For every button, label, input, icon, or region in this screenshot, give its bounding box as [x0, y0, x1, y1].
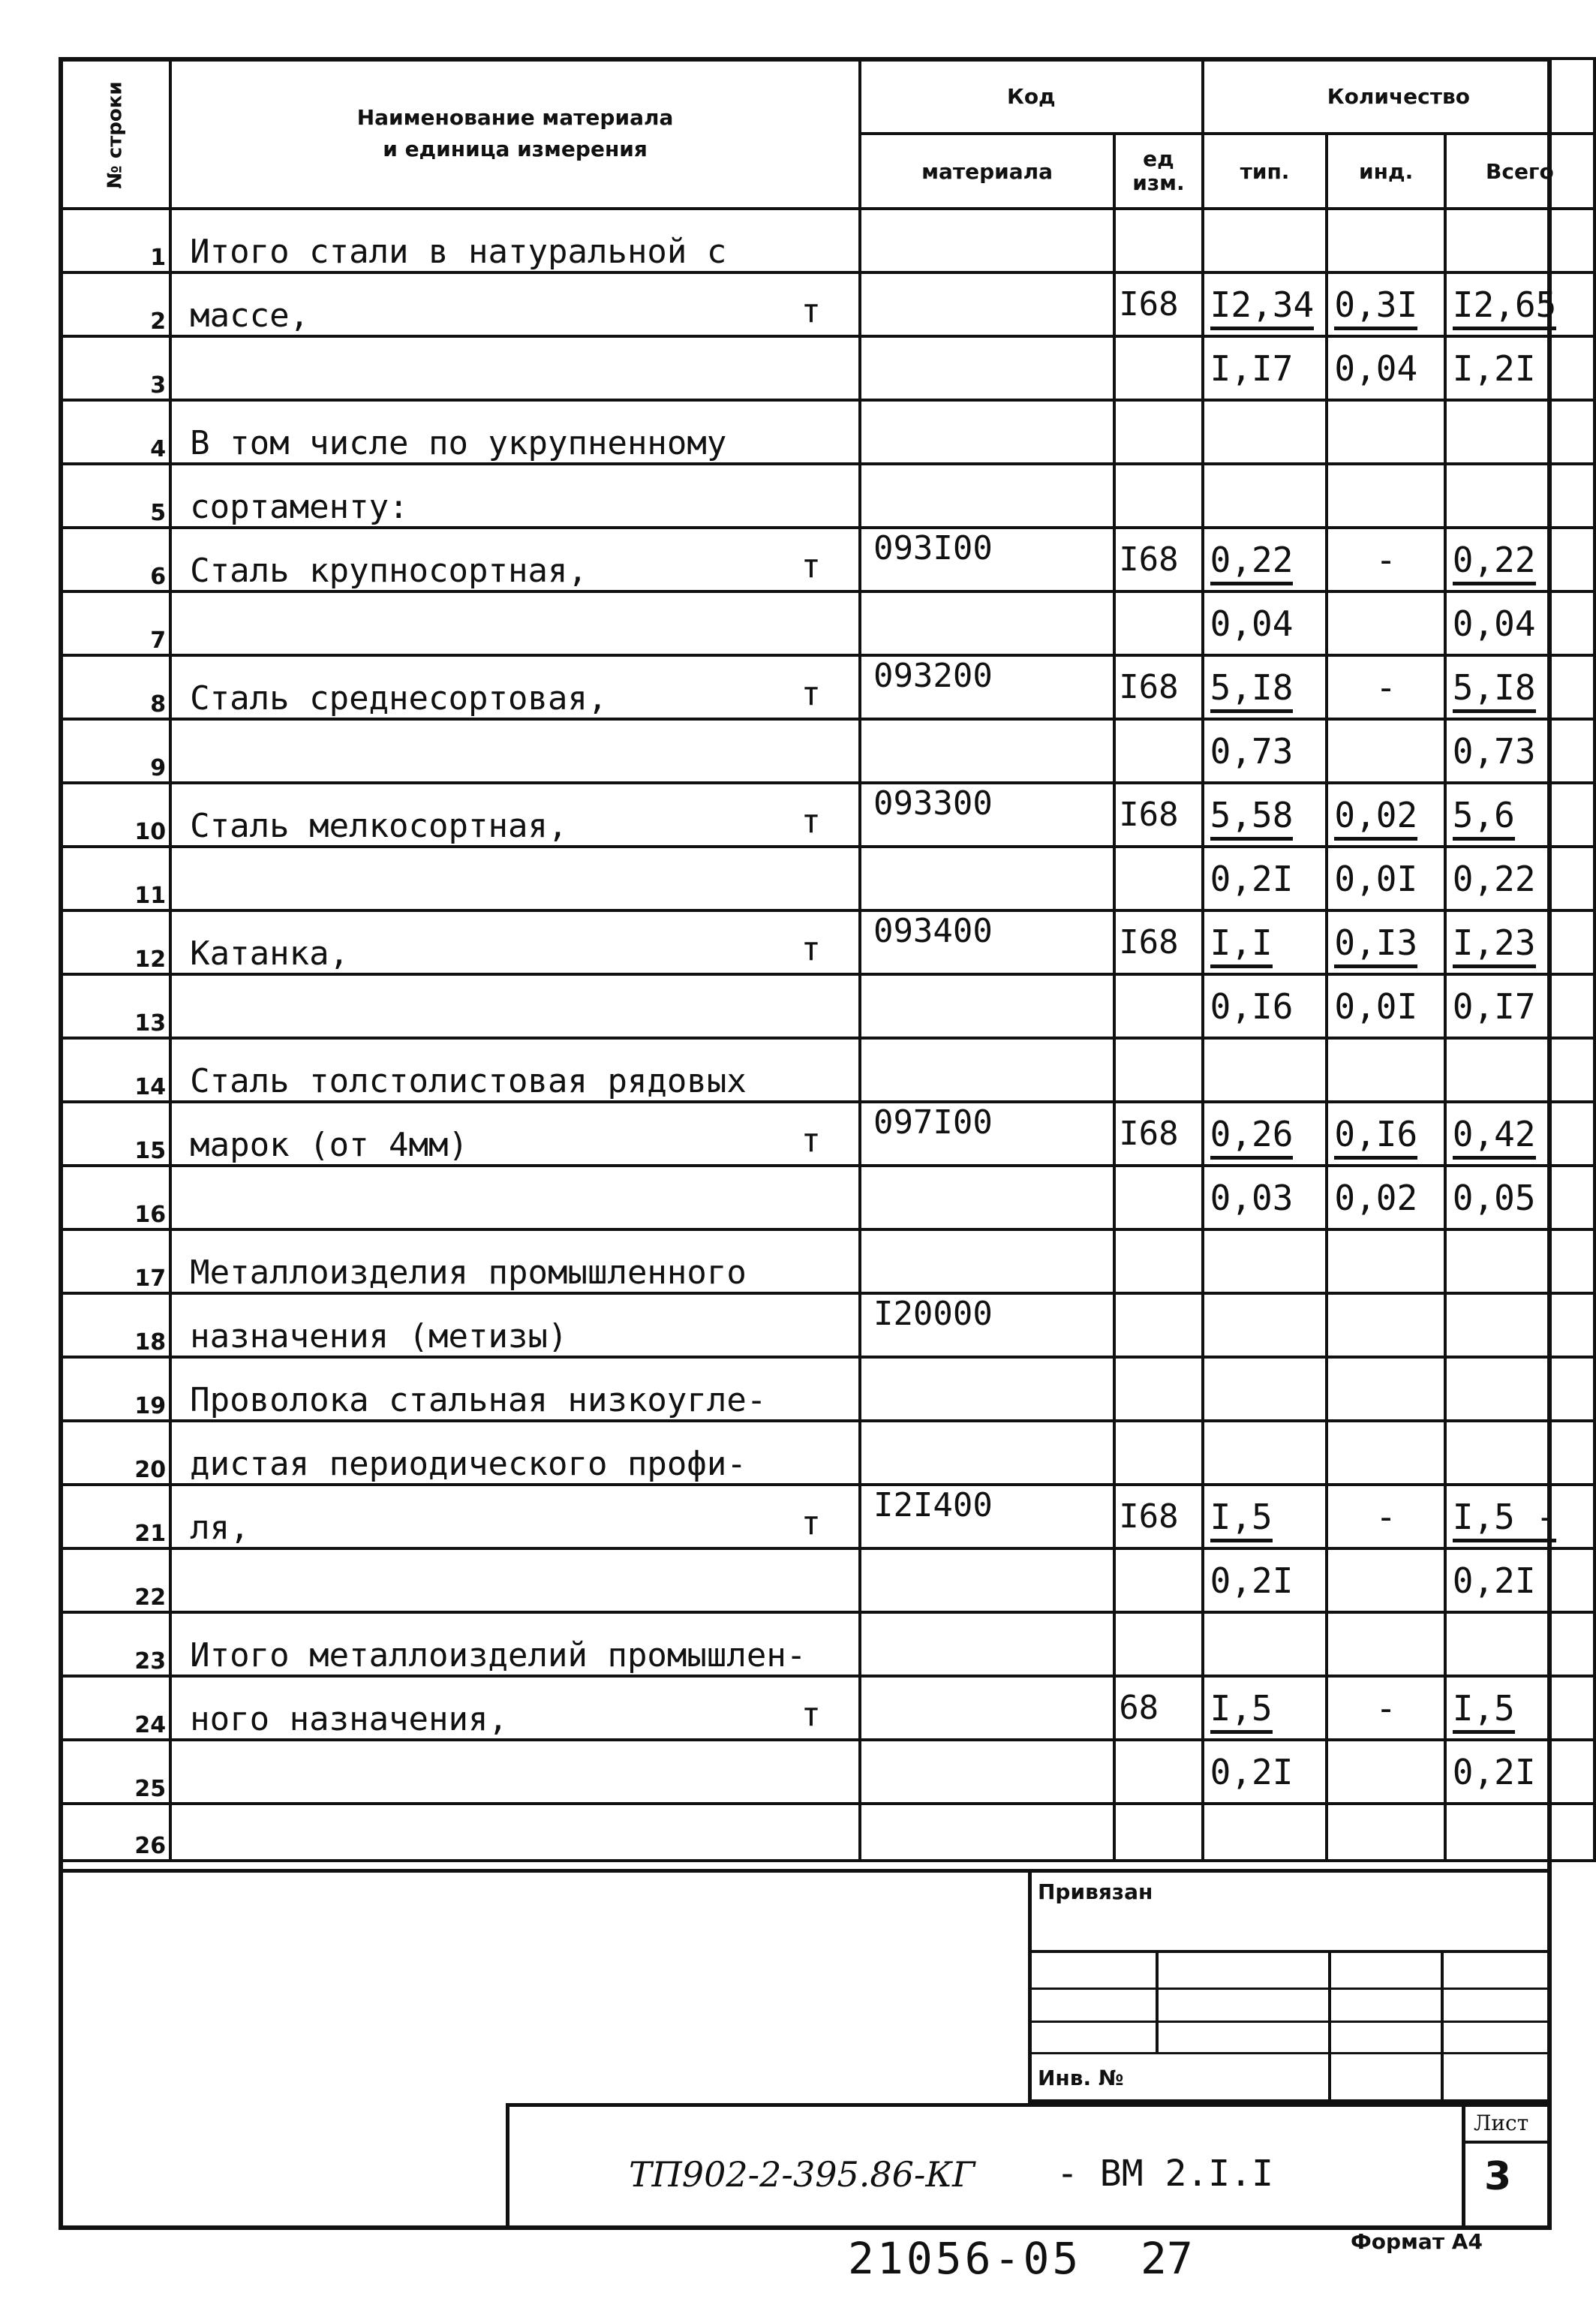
ind-quantity-cell — [1327, 1038, 1444, 1102]
table-row — [60, 910, 1594, 974]
total-quantity-cell: I,5 - — [1445, 1485, 1594, 1548]
unit-code-cell — [1114, 1804, 1202, 1861]
material-name-cell — [170, 591, 860, 655]
typ-quantity-cell — [1203, 1357, 1327, 1421]
material-name-cell: ного назначения, т — [170, 1676, 860, 1740]
material-name-cell — [170, 1548, 860, 1612]
name-header: Наименование материала и единица измерения — [170, 59, 860, 209]
typ-quantity-cell — [1203, 209, 1327, 272]
ind-quantity-cell — [1327, 1421, 1444, 1485]
row-number-cell: 13 — [60, 974, 170, 1038]
table-row — [60, 719, 1594, 783]
total-quantity-cell: 0,I7 — [1445, 974, 1594, 1038]
table-row — [60, 1102, 1594, 1166]
typ-quantity-cell — [1203, 1038, 1327, 1102]
typ-quantity-cell: 0,04 — [1203, 591, 1327, 655]
unit-code-cell — [1114, 1293, 1202, 1357]
unit-code-cell — [1114, 974, 1202, 1038]
table-row — [60, 400, 1594, 464]
total-quantity-cell: I,5 — [1445, 1676, 1594, 1740]
material-name-cell: назначения (метизы) — [170, 1293, 860, 1357]
table-row — [60, 1166, 1594, 1229]
unit-code-cell — [1114, 209, 1202, 272]
typ-quantity-cell: I,5 — [1203, 1485, 1327, 1548]
total-quantity-cell: 0,05 — [1445, 1166, 1594, 1229]
total-quantity-cell — [1445, 464, 1594, 528]
unit-mark: т — [801, 1121, 821, 1160]
table-row — [60, 1548, 1594, 1612]
typ-quantity-cell: 0,2I — [1203, 1740, 1327, 1804]
material-name-cell: Металлоизделия промышленного — [170, 1229, 860, 1293]
code-header: Код — [860, 59, 1203, 134]
typ-quantity-cell — [1203, 1421, 1327, 1485]
typ-quantity-cell: 0,2I — [1203, 847, 1327, 910]
material-code-cell — [860, 209, 1114, 272]
unit-code-cell — [1114, 719, 1202, 783]
unit-code-cell — [1114, 1612, 1202, 1676]
ind-quantity-cell: 0,02 — [1327, 783, 1444, 847]
total-quantity-cell: 0,04 — [1445, 591, 1594, 655]
unit-mark: т — [801, 1504, 821, 1542]
unit-code-cell: I68 — [1114, 910, 1202, 974]
typ-quantity-cell: 5,I8 — [1203, 655, 1327, 719]
row-number-cell: 11 — [60, 847, 170, 910]
row-number-cell: 5 — [60, 464, 170, 528]
ind-quantity-cell: 0,I6 — [1327, 1102, 1444, 1166]
unit-mark: т — [801, 930, 821, 968]
total-quantity-cell: 0,22 — [1445, 528, 1594, 591]
table-row — [60, 783, 1594, 847]
table-row — [60, 1804, 1594, 1861]
format-label: Формат А4 — [1351, 2229, 1483, 2254]
material-name-cell: ля, т — [170, 1485, 860, 1548]
ind-quantity-cell — [1327, 719, 1444, 783]
ind-quantity-cell: - — [1327, 655, 1444, 719]
typ-quantity-cell — [1203, 1229, 1327, 1293]
material-name-cell: В том числе по укрупненному — [170, 400, 860, 464]
material-code-cell — [860, 1229, 1114, 1293]
total-quantity-cell — [1445, 1038, 1594, 1102]
total-quantity-cell — [1445, 400, 1594, 464]
row-number-cell: 19 — [60, 1357, 170, 1421]
typ-quantity-cell — [1203, 1612, 1327, 1676]
row-number-cell: 7 — [60, 591, 170, 655]
table-row — [60, 1612, 1594, 1676]
typ-quantity-cell: 0,I6 — [1203, 974, 1327, 1038]
row-number-cell: 3 — [60, 336, 170, 400]
row-number-cell: 14 — [60, 1038, 170, 1102]
document-suffix: - ВМ 2.I.I — [1056, 2153, 1273, 2195]
row-number-cell: 12 — [60, 910, 170, 974]
quantity-header: Количество — [1203, 59, 1594, 134]
unit-code-cell — [1114, 1740, 1202, 1804]
row-number-cell: 23 — [60, 1612, 170, 1676]
page-number: 27 — [1141, 2233, 1193, 2284]
table-row — [60, 209, 1594, 272]
total-header: Всего — [1445, 134, 1594, 209]
ind-quantity-cell: 0,04 — [1327, 336, 1444, 400]
material-name-cell: дистая периодического профи- — [170, 1421, 860, 1485]
total-quantity-cell — [1445, 1357, 1594, 1421]
material-code-cell: 093200 — [860, 655, 1114, 719]
total-quantity-cell: 0,42 — [1445, 1102, 1594, 1166]
ind-quantity-cell — [1327, 1548, 1444, 1612]
total-quantity-cell — [1445, 1804, 1594, 1861]
typ-quantity-cell: I,I — [1203, 910, 1327, 974]
title-block — [59, 1869, 1552, 2229]
table-row — [60, 1038, 1594, 1102]
row-number-cell: 17 — [60, 1229, 170, 1293]
table-row — [60, 1676, 1594, 1740]
ind-quantity-cell — [1327, 1740, 1444, 1804]
table-row — [60, 1357, 1594, 1421]
unit-code-cell — [1114, 591, 1202, 655]
unit-mark: т — [801, 802, 821, 841]
unit-code-cell — [1114, 1421, 1202, 1485]
material-name-cell: Сталь среднесортовая, т — [170, 655, 860, 719]
material-name-cell — [170, 974, 860, 1038]
ind-quantity-cell: 0,02 — [1327, 1166, 1444, 1229]
total-quantity-cell: 0,2I — [1445, 1740, 1594, 1804]
material-code-cell: I20000 — [860, 1293, 1114, 1357]
material-code-cell — [860, 1166, 1114, 1229]
unit-mark: т — [801, 547, 821, 585]
unit-code-cell — [1114, 1166, 1202, 1229]
row-number-cell: 6 — [60, 528, 170, 591]
total-quantity-cell: 0,22 — [1445, 847, 1594, 910]
material-name-cell — [170, 1804, 860, 1861]
row-number-header: № строки — [60, 59, 170, 209]
material-code-cell: 093I00 — [860, 528, 1114, 591]
material-code-cell: I2I400 — [860, 1485, 1114, 1548]
unit-mark: т — [801, 675, 821, 713]
material-code-cell — [860, 464, 1114, 528]
unit-code-cell: I68 — [1114, 1485, 1202, 1548]
sheet-number: 3 — [1484, 2154, 1512, 2199]
total-quantity-cell: 5,I8 — [1445, 655, 1594, 719]
material-code-cell: 093400 — [860, 910, 1114, 974]
typ-quantity-cell: 5,58 — [1203, 783, 1327, 847]
materials-table — [59, 57, 1596, 1862]
unit-code-cell — [1114, 1229, 1202, 1293]
material-name-cell: Сталь мелкосортная, т — [170, 783, 860, 847]
unit-code-cell — [1114, 464, 1202, 528]
typ-quantity-cell — [1203, 464, 1327, 528]
material-code-cell: 097I00 — [860, 1102, 1114, 1166]
ind-quantity-cell: - — [1327, 1485, 1444, 1548]
ind-quantity-cell — [1327, 1612, 1444, 1676]
total-quantity-cell: 0,2I — [1445, 1548, 1594, 1612]
table-row — [60, 464, 1594, 528]
row-number-cell: 24 — [60, 1676, 170, 1740]
material-code-cell — [860, 1038, 1114, 1102]
unit-code-cell: I68 — [1114, 272, 1202, 336]
ind-quantity-cell — [1327, 1357, 1444, 1421]
typ-quantity-cell — [1203, 1804, 1327, 1861]
material-code-cell — [860, 1804, 1114, 1861]
total-quantity-cell: 5,6 — [1445, 783, 1594, 847]
row-number-cell: 9 — [60, 719, 170, 783]
material-code-cell — [860, 847, 1114, 910]
typ-quantity-cell: 0,22 — [1203, 528, 1327, 591]
inventory-number-label: Инв. № — [1038, 2066, 1124, 2090]
material-name-cell: Проволока стальная низкоугле- — [170, 1357, 860, 1421]
ind-quantity-cell: - — [1327, 528, 1444, 591]
unit-code-cell — [1114, 1548, 1202, 1612]
material-code-cell — [860, 1740, 1114, 1804]
ind-quantity-cell — [1327, 1804, 1444, 1861]
table-row — [60, 1740, 1594, 1804]
material-name-cell — [170, 1740, 860, 1804]
material-name-cell — [170, 1166, 860, 1229]
row-number-cell: 2 — [60, 272, 170, 336]
table-row — [60, 847, 1594, 910]
ind-quantity-cell: 0,0I — [1327, 847, 1444, 910]
ind-quantity-cell: - — [1327, 1676, 1444, 1740]
row-number-cell: 26 — [60, 1804, 170, 1861]
material-code-cell — [860, 974, 1114, 1038]
material-code-cell — [860, 719, 1114, 783]
material-name-cell — [170, 336, 860, 400]
unit-mark: т — [801, 292, 821, 330]
total-quantity-cell — [1445, 1293, 1594, 1357]
material-name-cell: Сталь крупносортная, т — [170, 528, 860, 591]
material-name-cell: Катанка, т — [170, 910, 860, 974]
unit-code-cell: I68 — [1114, 528, 1202, 591]
typ-quantity-cell: 0,03 — [1203, 1166, 1327, 1229]
total-quantity-cell: 0,73 — [1445, 719, 1594, 783]
typ-quantity-cell: I,I7 — [1203, 336, 1327, 400]
ind-header: инд. — [1327, 134, 1444, 209]
unit-code-cell: I68 — [1114, 1102, 1202, 1166]
table-row — [60, 1421, 1594, 1485]
ind-quantity-cell — [1327, 209, 1444, 272]
total-quantity-cell — [1445, 1421, 1594, 1485]
material-name-cell: Сталь толстолистовая рядовых — [170, 1038, 860, 1102]
table-row — [60, 655, 1594, 719]
material-name-cell: сортаменту: — [170, 464, 860, 528]
unit-code-cell — [1114, 336, 1202, 400]
material-name-cell: массе, т — [170, 272, 860, 336]
ind-quantity-cell — [1327, 464, 1444, 528]
table-row — [60, 1485, 1594, 1548]
typ-quantity-cell: I2,34 — [1203, 272, 1327, 336]
typ-header: тип. — [1203, 134, 1327, 209]
typ-quantity-cell: I,5 — [1203, 1676, 1327, 1740]
material-code-cell — [860, 1421, 1114, 1485]
table-row — [60, 591, 1594, 655]
ind-quantity-cell: 0,0I — [1327, 974, 1444, 1038]
typ-quantity-cell: 0,73 — [1203, 719, 1327, 783]
material-name-cell — [170, 847, 860, 910]
row-number-cell: 8 — [60, 655, 170, 719]
material-code-cell — [860, 1548, 1114, 1612]
table-row — [60, 528, 1594, 591]
row-number-cell: 21 — [60, 1485, 170, 1548]
table-row — [60, 272, 1594, 336]
total-quantity-cell: I,23 — [1445, 910, 1594, 974]
ind-quantity-cell: 0,I3 — [1327, 910, 1444, 974]
unit-code-cell: 68 — [1114, 1676, 1202, 1740]
row-number-cell: 20 — [60, 1421, 170, 1485]
row-number-cell: 25 — [60, 1740, 170, 1804]
total-quantity-cell: I2,65 — [1445, 272, 1594, 336]
material-name-cell: марок (от 4мм) т — [170, 1102, 860, 1166]
material-code-cell — [860, 1612, 1114, 1676]
material-name-cell: Итого металлоизделий промышлен- — [170, 1612, 860, 1676]
ind-quantity-cell — [1327, 400, 1444, 464]
typ-quantity-cell: 0,2I — [1203, 1548, 1327, 1612]
row-number-cell: 16 — [60, 1166, 170, 1229]
material-name-cell: Итого стали в натуральной с — [170, 209, 860, 272]
material-code-cell — [860, 400, 1114, 464]
unit-header: ед изм. — [1114, 134, 1202, 209]
total-quantity-cell: I,2I — [1445, 336, 1594, 400]
row-number-cell: 4 — [60, 400, 170, 464]
unit-code-cell — [1114, 400, 1202, 464]
typ-quantity-cell — [1203, 1293, 1327, 1357]
material-code-cell — [860, 272, 1114, 336]
table-row — [60, 336, 1594, 400]
ind-quantity-cell: 0,3I — [1327, 272, 1444, 336]
attached-label: Привязан — [1038, 1879, 1153, 1904]
row-number-cell: 1 — [60, 209, 170, 272]
ind-quantity-cell — [1327, 1229, 1444, 1293]
row-number-cell: 10 — [60, 783, 170, 847]
total-quantity-cell — [1445, 1612, 1594, 1676]
row-number-cell: 18 — [60, 1293, 170, 1357]
material-code-cell — [860, 336, 1114, 400]
document-code: ТП902-2-395.86-КГ — [629, 2154, 975, 2195]
unit-code-cell: I68 — [1114, 783, 1202, 847]
total-quantity-cell — [1445, 1229, 1594, 1293]
material-name-cell — [170, 719, 860, 783]
material-code-cell — [860, 1676, 1114, 1740]
total-quantity-cell — [1445, 209, 1594, 272]
unit-mark: т — [801, 1696, 821, 1734]
unit-code-cell — [1114, 1357, 1202, 1421]
row-number-cell: 22 — [60, 1548, 170, 1612]
material-code-cell — [860, 591, 1114, 655]
table-row — [60, 1229, 1594, 1293]
sheet-label: Лист — [1474, 2111, 1529, 2135]
typ-quantity-cell — [1203, 400, 1327, 464]
ind-quantity-cell — [1327, 591, 1444, 655]
material-code-header: материала — [860, 134, 1114, 209]
material-code-cell — [860, 1357, 1114, 1421]
typ-quantity-cell: 0,26 — [1203, 1102, 1327, 1166]
table-row — [60, 1293, 1594, 1357]
material-code-cell: 093300 — [860, 783, 1114, 847]
row-number-cell: 15 — [60, 1102, 170, 1166]
archive-number: 21056-05 — [848, 2233, 1082, 2284]
unit-code-cell — [1114, 847, 1202, 910]
unit-code-cell — [1114, 1038, 1202, 1102]
table-row — [60, 974, 1594, 1038]
ind-quantity-cell — [1327, 1293, 1444, 1357]
unit-code-cell: I68 — [1114, 655, 1202, 719]
